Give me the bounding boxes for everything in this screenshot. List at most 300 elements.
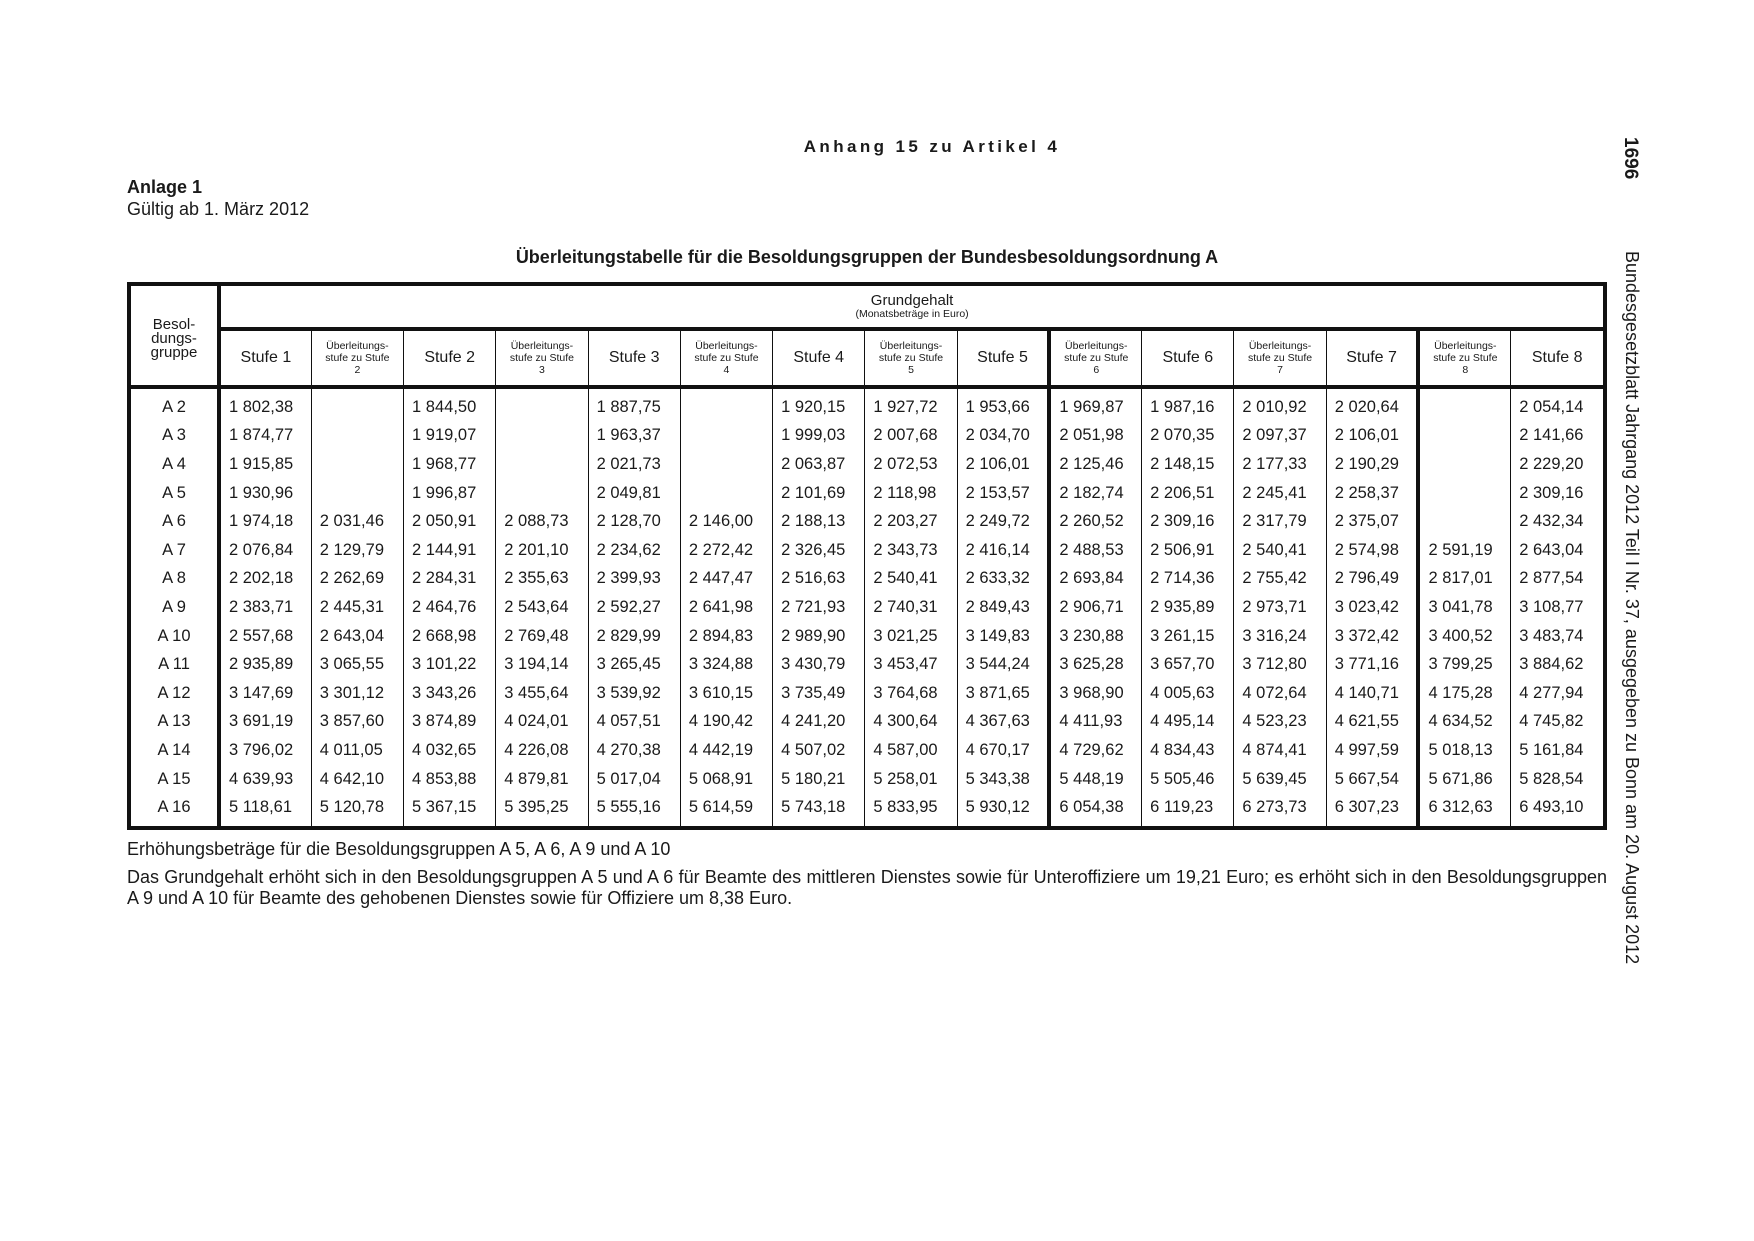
table-cell: 4 024,01 <box>496 708 588 737</box>
column-header-12 <box>1234 329 1326 387</box>
table-cell: 2 445,31 <box>311 593 403 622</box>
table-cell: 1 953,66 <box>957 387 1049 422</box>
table-cell <box>1418 387 1510 422</box>
table-cell: 2 877,54 <box>1519 569 1584 588</box>
table-cell: 3 691,19 <box>219 708 311 737</box>
table-cell: 3 857,60 <box>311 708 403 737</box>
table-cell <box>311 422 403 451</box>
table-cell: 4 011,05 <box>311 736 403 765</box>
table-cell: 2 144,91 <box>404 536 496 565</box>
table-row <box>131 736 1603 765</box>
table-cell: 2 633,32 <box>957 565 1049 594</box>
column-header-line: Überleitungs- <box>695 340 758 352</box>
table-cell: 5 018,13 <box>1418 736 1510 765</box>
table-cell: 2 177,33 <box>1234 450 1326 479</box>
table-cell: 2 148,15 <box>1142 450 1234 479</box>
table-cell: 2 054,14 <box>1519 397 1584 416</box>
table-cell: 1 920,15 <box>773 387 865 422</box>
table-cell: 1 996,87 <box>404 479 496 508</box>
header-corner-line: Besol- <box>152 316 196 333</box>
table-cell: 3 764,68 <box>865 679 957 708</box>
table-cell: 2 540,41 <box>865 565 957 594</box>
table-cell: 2 125,46 <box>1049 450 1141 479</box>
table-cell: 2 031,46 <box>311 507 403 536</box>
table-cell: 4 140,71 <box>1326 679 1418 708</box>
table-cell: 2 284,31 <box>404 565 496 594</box>
table-cell: 3 301,12 <box>311 679 403 708</box>
column-header-6 <box>680 329 772 387</box>
table-cell: 2 245,41 <box>1234 479 1326 508</box>
table-cell: 3 430,79 <box>773 650 865 679</box>
row-group-label: A 16 <box>131 793 219 826</box>
column-header-line: Überleitungs- <box>879 340 943 352</box>
table-cell: 4 587,00 <box>865 736 957 765</box>
table-cell: 4 729,62 <box>1049 736 1141 765</box>
table-cell: 2 714,36 <box>1142 565 1234 594</box>
column-header-line: 7 <box>1277 364 1283 376</box>
table-cell: 2 935,89 <box>1142 593 1234 622</box>
table-title: Überleitungstabelle für die Besoldungsgruppen der Bundesbesoldungsordnung A <box>515 247 1219 267</box>
table-cell: 2 097,37 <box>1234 422 1326 451</box>
table-cell: 2 007,68 <box>865 422 957 451</box>
table-cell: 2 128,70 <box>588 507 680 536</box>
row-group-label: A 13 <box>131 708 219 737</box>
table-cell: 3 799,25 <box>1418 650 1510 679</box>
column-header-line: Überleitungs- <box>510 340 574 352</box>
table-cell: 2 721,93 <box>773 593 865 622</box>
column-header-1 <box>219 329 311 387</box>
table-cell: 2 118,98 <box>865 479 957 508</box>
page-number: 1696 <box>1620 137 1641 180</box>
table-cell: 2 516,63 <box>773 565 865 594</box>
table-cell: 1 919,07 <box>404 422 496 451</box>
table-cell: 2 020,64 <box>1326 387 1418 422</box>
table-cell: 3 149,83 <box>957 622 1049 651</box>
table-cell: 3 455,64 <box>496 679 588 708</box>
table-cell: 2 591,19 <box>1418 536 1510 565</box>
column-header-3 <box>404 329 496 387</box>
column-header-line: Überleitungs- <box>326 340 389 352</box>
table-cell: 5 639,45 <box>1234 765 1326 794</box>
table-cell: 4 277,94 <box>1519 683 1584 702</box>
column-header-line: 2 <box>354 364 361 376</box>
table-cell: 2 072,53 <box>865 450 957 479</box>
table-cell: 3 874,89 <box>404 708 496 737</box>
table-row <box>131 793 1603 826</box>
table-cell <box>1418 450 1510 479</box>
table-cell: 3 884,62 <box>1519 655 1584 674</box>
table-cell <box>680 387 772 422</box>
table-cell: 3 108,77 <box>1519 597 1584 616</box>
column-header-line: Stufe 6 <box>1162 349 1214 366</box>
table-cell: 2 849,43 <box>957 593 1049 622</box>
table-cell: 5 118,61 <box>219 793 311 826</box>
table-cell: 4 300,64 <box>865 708 957 737</box>
table-cell: 1 927,72 <box>865 387 957 422</box>
table-cell: 5 671,86 <box>1418 765 1510 794</box>
table-cell: 3 316,24 <box>1234 622 1326 651</box>
table-cell: 2 317,79 <box>1234 507 1326 536</box>
table-cell: 3 324,88 <box>680 650 772 679</box>
table-cell: 2 229,20 <box>1519 454 1584 473</box>
column-header-line: 8 <box>1462 364 1469 376</box>
table-cell: 4 190,42 <box>680 708 772 737</box>
table-cell <box>311 479 403 508</box>
table-cell: 3 610,15 <box>680 679 772 708</box>
table-cell: 4 834,43 <box>1142 736 1234 765</box>
table-cell: 2 188,13 <box>773 507 865 536</box>
table-cell <box>496 479 588 508</box>
column-header-line: Stufe 4 <box>793 349 845 366</box>
table-cell: 1 887,75 <box>588 387 680 422</box>
table-cell: 1 969,87 <box>1049 387 1141 422</box>
table-cell: 5 833,95 <box>865 793 957 826</box>
column-header-7 <box>773 329 865 387</box>
table-cell: 2 101,69 <box>773 479 865 508</box>
table-cell: 4 442,19 <box>680 736 772 765</box>
table-cell: 1 844,50 <box>404 387 496 422</box>
column-header-10 <box>1049 329 1141 387</box>
table-cell: 2 432,34 <box>1519 512 1584 531</box>
table-cell: 2 146,00 <box>680 507 772 536</box>
table-cell: 2 355,63 <box>496 565 588 594</box>
table-cell: 2 063,87 <box>773 450 865 479</box>
column-header-line: 6 <box>1093 364 1100 376</box>
table-cell: 3 372,42 <box>1326 622 1418 651</box>
table-cell: 5 667,54 <box>1326 765 1418 794</box>
table-row <box>131 536 1603 565</box>
table-cell <box>680 479 772 508</box>
notes-text: Das Grundgehalt erhöht sich in den Besoldungsgruppen A 5 und A 6 für Beamte des mittleren Dienstes sowie für Unteroffiziere um 19,21 Euro; es erhöht sich in den Besoldungsgruppen A 9 und A 10 für Beamte des gehobenen Dienstes sowie für Offiziere um 8,38 Euro. <box>127 867 1607 908</box>
table-cell: 6 054,38 <box>1049 793 1141 826</box>
table-cell: 2 973,71 <box>1234 593 1326 622</box>
table-cell: 3 194,14 <box>496 650 588 679</box>
table-cell: 2 383,71 <box>219 593 311 622</box>
header-corner-line: gruppe <box>150 344 198 361</box>
column-header-line: stufe zu Stufe <box>1247 352 1313 364</box>
column-header-line: stufe zu Stufe <box>1433 352 1498 364</box>
table-cell: 5 120,78 <box>311 793 403 826</box>
table-cell: 6 307,23 <box>1326 793 1418 826</box>
table-cell: 2 076,84 <box>219 536 311 565</box>
column-header-11 <box>1142 329 1234 387</box>
table-cell: 5 161,84 <box>1519 740 1584 759</box>
table-cell: 2 309,16 <box>1142 507 1234 536</box>
table-cell: 3 735,49 <box>773 679 865 708</box>
table-cell: 2 668,98 <box>404 622 496 651</box>
table-cell: 5 930,12 <box>957 793 1049 826</box>
row-group-label: A 8 <box>131 565 219 594</box>
table-cell: 4 241,20 <box>773 708 865 737</box>
table-cell: 3 230,88 <box>1049 622 1141 651</box>
table-cell: 2 488,53 <box>1049 536 1141 565</box>
table-cell: 2 021,73 <box>588 450 680 479</box>
table-cell: 2 034,70 <box>957 422 1049 451</box>
table-cell: 2 258,37 <box>1326 479 1418 508</box>
column-header-line: 3 <box>539 364 545 376</box>
table-cell: 4 367,63 <box>957 708 1049 737</box>
table-cell: 1 802,38 <box>219 387 311 422</box>
table-cell: 2 190,29 <box>1326 450 1418 479</box>
table-cell: 5 343,38 <box>957 765 1049 794</box>
column-header-line: stufe zu Stufe <box>325 352 390 364</box>
table-cell <box>311 387 403 422</box>
table-cell: 3 147,69 <box>219 679 311 708</box>
table-cell: 2 574,98 <box>1326 536 1418 565</box>
table-cell: 2 262,69 <box>311 565 403 594</box>
table-cell: 5 448,19 <box>1049 765 1141 794</box>
table-cell: 2 375,07 <box>1326 507 1418 536</box>
table-cell: 2 447,47 <box>680 565 772 594</box>
column-header-line: stufe zu Stufe <box>694 352 759 364</box>
table-cell: 4 270,38 <box>588 736 680 765</box>
table-row <box>131 765 1603 794</box>
table-cell: 1 915,85 <box>219 450 311 479</box>
table-cell: 5 743,18 <box>773 793 865 826</box>
table-cell: 1 874,77 <box>219 422 311 451</box>
column-header-14 <box>1418 329 1510 387</box>
table-row <box>131 708 1603 737</box>
notes-title: Erhöhungsbeträge für die Besoldungsgruppen A 5, A 6, A 9 und A 10 <box>127 839 671 859</box>
table-cell: 3 712,80 <box>1234 650 1326 679</box>
table-cell: 2 540,41 <box>1234 536 1326 565</box>
table-cell: 3 261,15 <box>1142 622 1234 651</box>
column-header-line: Stufe 1 <box>240 349 292 366</box>
table-cell: 4 745,82 <box>1519 712 1584 731</box>
column-header-2 <box>311 329 403 387</box>
table-cell: 1 974,18 <box>219 507 311 536</box>
table-cell: 2 272,42 <box>680 536 772 565</box>
table-cell: 2 592,27 <box>588 593 680 622</box>
table-cell: 1 999,03 <box>773 422 865 451</box>
table-cell: 3 539,92 <box>588 679 680 708</box>
column-header-line: stufe zu Stufe <box>878 352 944 364</box>
table-row <box>131 479 1603 508</box>
column-header-line: Stufe 8 <box>1531 349 1583 366</box>
table-cell: 2 906,71 <box>1049 593 1141 622</box>
table-cell: 3 625,28 <box>1049 650 1141 679</box>
table-cell: 5 614,59 <box>680 793 772 826</box>
table-cell: 2 399,93 <box>588 565 680 594</box>
row-group-label: A 11 <box>131 650 219 679</box>
table-cell: 2 641,98 <box>680 593 772 622</box>
table-cell: 2 129,79 <box>311 536 403 565</box>
table-cell: 1 930,96 <box>219 479 311 508</box>
column-header-8 <box>865 329 957 387</box>
table-cell: 2 249,72 <box>957 507 1049 536</box>
table-cell: 5 555,16 <box>588 793 680 826</box>
table-cell: 3 453,47 <box>865 650 957 679</box>
table-cell: 5 258,01 <box>865 765 957 794</box>
table-row <box>131 622 1603 651</box>
row-group-label: A 9 <box>131 593 219 622</box>
table-row <box>131 679 1603 708</box>
table-cell <box>311 450 403 479</box>
table-cell: 3 101,22 <box>404 650 496 679</box>
table-cell: 3 343,26 <box>404 679 496 708</box>
table-cell: 2 049,81 <box>588 479 680 508</box>
row-group-label: A 10 <box>131 622 219 651</box>
table-cell: 1 987,16 <box>1142 387 1234 422</box>
column-header-line: Stufe 3 <box>608 349 660 366</box>
row-group-label: A 15 <box>131 765 219 794</box>
table-cell: 2 769,48 <box>496 622 588 651</box>
table-row <box>131 507 1603 536</box>
table-cell <box>496 422 588 451</box>
column-header-line: Stufe 2 <box>424 349 476 366</box>
table-cell: 2 206,51 <box>1142 479 1234 508</box>
table-cell: 2 755,42 <box>1234 565 1326 594</box>
row-group-label: A 2 <box>131 387 219 422</box>
table-cell: 5 367,15 <box>404 793 496 826</box>
table-cell: 2 464,76 <box>404 593 496 622</box>
table-cell: 2 153,57 <box>957 479 1049 508</box>
table-cell: 4 495,14 <box>1142 708 1234 737</box>
table-cell: 2 894,83 <box>680 622 772 651</box>
table-cell: 4 639,93 <box>219 765 311 794</box>
table-cell: 2 106,01 <box>957 450 1049 479</box>
table-cell: 4 874,41 <box>1234 736 1326 765</box>
table-cell: 5 505,46 <box>1142 765 1234 794</box>
column-header-line: Überleitungs- <box>1065 340 1128 352</box>
column-header-5 <box>588 329 680 387</box>
column-header-line: stufe zu Stufe <box>1064 352 1129 364</box>
table-cell: 2 051,98 <box>1049 422 1141 451</box>
table-cell: 2 141,66 <box>1519 426 1584 445</box>
row-group-label: A 4 <box>131 450 219 479</box>
column-header-line: Stufe 5 <box>977 349 1028 366</box>
row-group-label: A 7 <box>131 536 219 565</box>
table-cell: 2 557,68 <box>219 622 311 651</box>
table-cell: 2 106,01 <box>1326 422 1418 451</box>
table-row <box>131 450 1603 479</box>
row-group-label: A 6 <box>131 507 219 536</box>
table-cell: 2 416,14 <box>957 536 1049 565</box>
column-header-9 <box>957 329 1049 387</box>
table-cell: 4 005,63 <box>1142 679 1234 708</box>
section-title: Anhang 15 zu Artikel 4 <box>803 137 1061 156</box>
validity-date: Gültig ab 1. März 2012 <box>127 199 310 219</box>
table-cell: 2 201,10 <box>496 536 588 565</box>
column-header-line: 5 <box>908 364 914 376</box>
table-cell: 2 343,73 <box>865 536 957 565</box>
header-grundgehalt-label: Grundgehalt <box>870 292 954 309</box>
table-cell: 3 771,16 <box>1326 650 1418 679</box>
table-cell: 2 010,92 <box>1234 387 1326 422</box>
table-cell: 2 203,27 <box>865 507 957 536</box>
table-cell: 2 070,35 <box>1142 422 1234 451</box>
table-cell: 4 507,02 <box>773 736 865 765</box>
table-cell: 6 312,63 <box>1418 793 1510 826</box>
table-cell: 2 506,91 <box>1142 536 1234 565</box>
table-row <box>131 387 1603 422</box>
table-cell: 3 023,42 <box>1326 593 1418 622</box>
table-cell <box>680 450 772 479</box>
table-cell: 2 989,90 <box>773 622 865 651</box>
salary-grid <box>131 286 1603 826</box>
table-cell: 3 796,02 <box>219 736 311 765</box>
table-cell: 4 057,51 <box>588 708 680 737</box>
table-cell: 4 523,23 <box>1234 708 1326 737</box>
table-cell: 2 935,89 <box>219 650 311 679</box>
column-header-line: Überleitungs- <box>1248 340 1312 352</box>
table-cell: 3 041,78 <box>1418 593 1510 622</box>
table-cell: 2 643,04 <box>1519 540 1584 559</box>
header-grundgehalt-unit: (Monatsbeträge in Euro) <box>855 308 969 320</box>
table-cell: 5 828,54 <box>1519 769 1584 788</box>
table-cell: 6 273,73 <box>1234 793 1326 826</box>
header-corner-line: dungs- <box>151 330 197 347</box>
table-cell: 5 180,21 <box>773 765 865 794</box>
table-cell: 2 260,52 <box>1049 507 1141 536</box>
table-cell: 4 642,10 <box>311 765 403 794</box>
table-cell <box>1418 507 1510 536</box>
column-header-13 <box>1326 329 1418 387</box>
column-header-4 <box>496 329 588 387</box>
table-cell: 4 853,88 <box>404 765 496 794</box>
table-cell: 5 017,04 <box>588 765 680 794</box>
table-cell: 4 175,28 <box>1418 679 1510 708</box>
table-cell: 4 072,64 <box>1234 679 1326 708</box>
table-cell: 6 493,10 <box>1519 798 1584 817</box>
table-cell: 2 050,91 <box>404 507 496 536</box>
table-cell: 2 202,18 <box>219 565 311 594</box>
table-cell: 2 543,64 <box>496 593 588 622</box>
column-header-15 <box>1511 329 1603 387</box>
row-group-label: A 14 <box>131 736 219 765</box>
table-cell: 2 326,45 <box>773 536 865 565</box>
table-cell: 3 265,45 <box>588 650 680 679</box>
column-header-line: stufe zu Stufe <box>509 352 575 364</box>
table-cell: 2 829,99 <box>588 622 680 651</box>
table-cell: 4 670,17 <box>957 736 1049 765</box>
table-cell <box>496 450 588 479</box>
table-cell <box>496 387 588 422</box>
table-cell: 1 963,37 <box>588 422 680 451</box>
table-cell: 4 879,81 <box>496 765 588 794</box>
table-cell: 4 032,65 <box>404 736 496 765</box>
table-cell: 2 796,49 <box>1326 565 1418 594</box>
table-cell: 6 119,23 <box>1142 793 1234 826</box>
table-row <box>131 593 1603 622</box>
table-cell: 3 544,24 <box>957 650 1049 679</box>
header-besoldungsgruppe <box>131 286 219 387</box>
table-cell: 1 968,77 <box>404 450 496 479</box>
table-cell: 2 088,73 <box>496 507 588 536</box>
table-cell: 2 309,16 <box>1519 483 1584 502</box>
table-cell: 4 621,55 <box>1326 708 1418 737</box>
table-cell: 3 968,90 <box>1049 679 1141 708</box>
table-cell <box>1418 479 1510 508</box>
table-row <box>131 650 1603 679</box>
table-cell: 5 395,25 <box>496 793 588 826</box>
anlage-label: Anlage 1 <box>127 177 203 197</box>
row-group-label: A 3 <box>131 422 219 451</box>
table-cell: 4 411,93 <box>1049 708 1141 737</box>
table-cell: 3 400,52 <box>1418 622 1510 651</box>
table-cell: 3 021,25 <box>865 622 957 651</box>
table-cell: 3 871,65 <box>957 679 1049 708</box>
table-cell: 2 817,01 <box>1418 565 1510 594</box>
column-header-line: 4 <box>723 364 730 376</box>
row-group-label: A 12 <box>131 679 219 708</box>
table-row <box>131 565 1603 594</box>
table-cell: 2 182,74 <box>1049 479 1141 508</box>
table-cell <box>1418 422 1510 451</box>
table-cell: 2 693,84 <box>1049 565 1141 594</box>
header-grundgehalt <box>219 286 1603 329</box>
table-row <box>131 422 1603 451</box>
